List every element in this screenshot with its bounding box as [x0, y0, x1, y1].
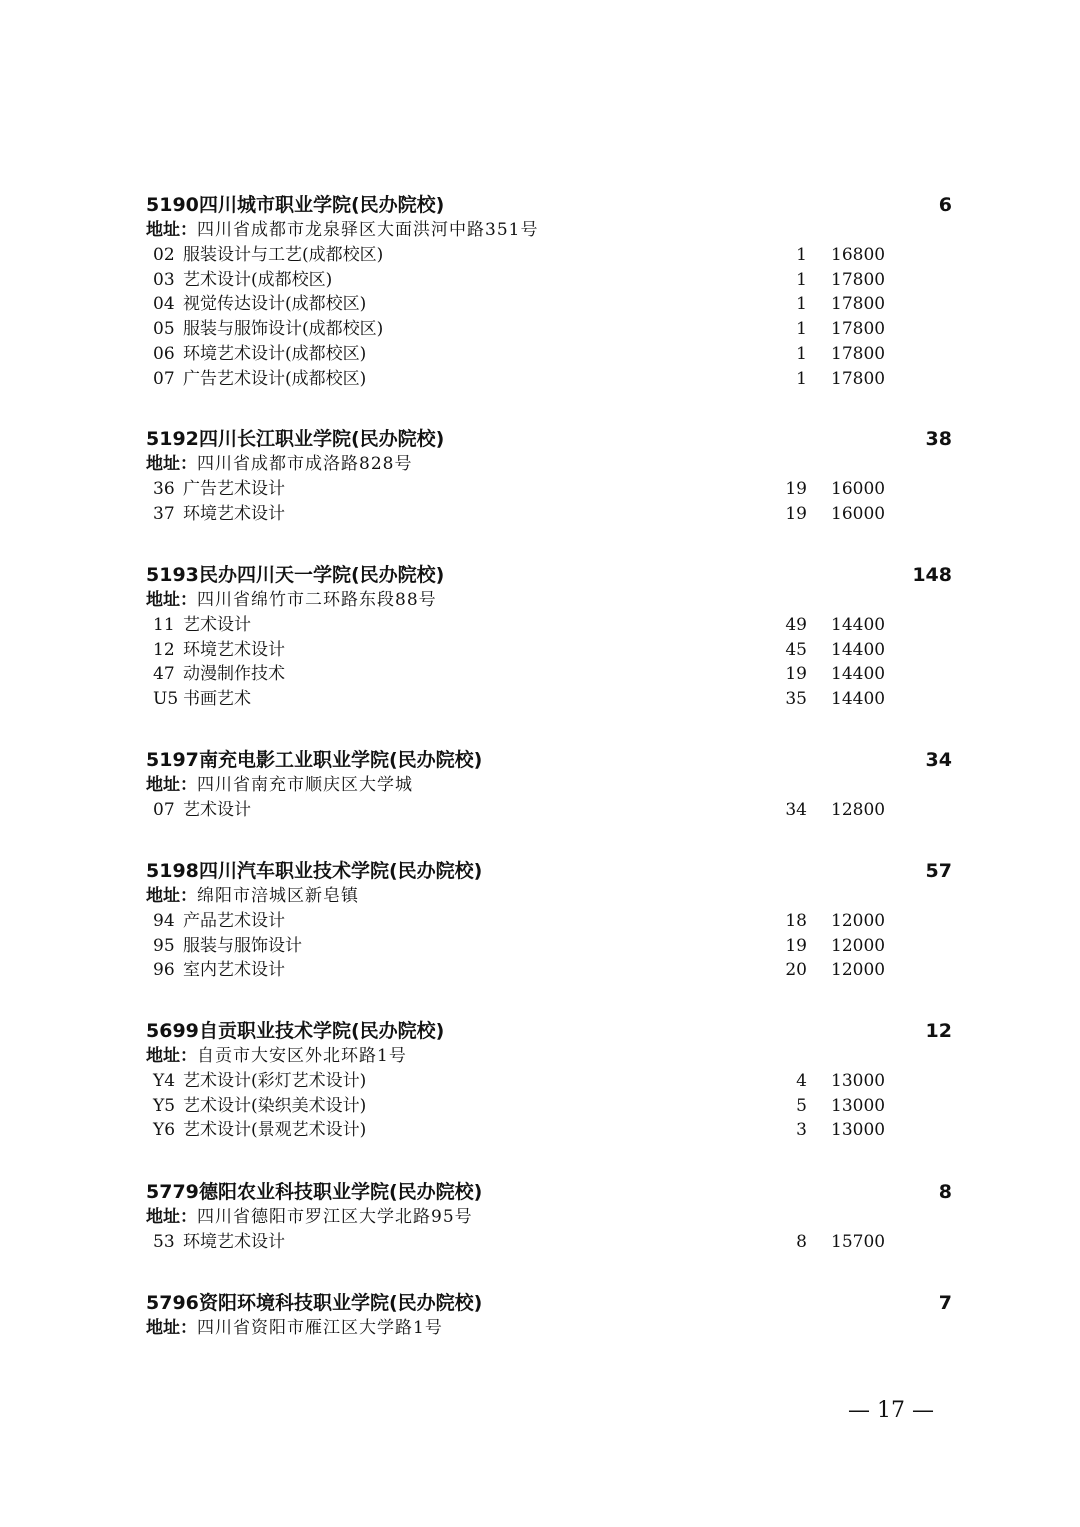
school-name: 民办四川天一学院(民办院校): [199, 564, 445, 586]
major-tuition-fee: 13000: [831, 1071, 886, 1091]
school-code: 5193: [146, 564, 199, 586]
major-plan-count: 19: [785, 503, 807, 524]
address-label: 地址：: [146, 590, 197, 610]
major-code: 03: [153, 269, 175, 290]
major-plan-count: 18: [785, 911, 807, 931]
school-name: 资阳环境科技职业学院(民办院校): [199, 1292, 483, 1314]
major-code: 53: [153, 1232, 175, 1252]
major-plan-count: 35: [785, 689, 807, 710]
major-row: [153, 243, 893, 268]
major-plan-count: 19: [785, 479, 807, 499]
school-name: 四川汽车职业技术学院(民办院校): [199, 860, 483, 882]
school-address-line: [146, 451, 846, 477]
major-code: 96: [153, 960, 175, 981]
major-name: 广告艺术设计: [183, 479, 285, 499]
major-code: 11: [153, 615, 175, 635]
major-name: 艺术设计(染织美术设计): [183, 1095, 367, 1116]
major-name: 广告艺术设计(成都校区): [183, 368, 367, 389]
major-name: 艺术设计: [183, 800, 251, 820]
major-name: 艺术设计(成都校区): [183, 269, 333, 290]
major-plan-count: 49: [785, 615, 807, 635]
major-plan-count: 45: [785, 639, 807, 660]
school-code: 5197: [146, 749, 199, 771]
major-name: 视觉传达设计(成都校区): [183, 294, 367, 315]
school-total-plan: 38: [925, 428, 952, 450]
major-plan-count: 19: [785, 935, 807, 956]
school-code: 5198: [146, 860, 199, 882]
school-header: [146, 560, 952, 590]
major-name: 动漫制作技术: [183, 664, 285, 685]
major-row: [153, 1230, 893, 1255]
major-code: 05: [153, 319, 175, 340]
major-row: [153, 1118, 893, 1143]
school-code: 5779: [146, 1181, 199, 1203]
major-row: [153, 958, 893, 983]
major-plan-count: 19: [785, 664, 807, 685]
school-address-line: [146, 1043, 846, 1069]
major-code: 04: [153, 294, 175, 315]
school-address-line: [146, 587, 846, 613]
major-code: Y4: [153, 1071, 176, 1091]
major-row: [153, 1094, 893, 1119]
school-code: 5190: [146, 194, 199, 216]
major-code: 06: [153, 343, 175, 364]
major-code: 94: [153, 911, 175, 931]
school-code: 5796: [146, 1292, 199, 1314]
major-plan-count: 4: [796, 1071, 807, 1091]
school-address: 四川省资阳市雁江区大学路1号: [197, 1318, 443, 1338]
school-header: [146, 1177, 952, 1207]
major-code: 07: [153, 800, 175, 820]
major-tuition-fee: 15700: [831, 1232, 886, 1252]
major-plan-count: 34: [785, 800, 807, 820]
major-name: 书画艺术: [183, 689, 251, 710]
school-header: [146, 424, 952, 454]
school-address-line: [146, 1204, 846, 1230]
school-header: [146, 190, 952, 220]
major-plan-count: 20: [785, 960, 807, 981]
major-row: [153, 662, 893, 687]
page-number: — 17 —: [848, 1398, 934, 1423]
major-plan-count: 1: [796, 269, 807, 290]
major-name: 产品艺术设计: [183, 911, 285, 931]
school-name: 德阳农业科技职业学院(民办院校): [199, 1181, 483, 1203]
major-name: 环境艺术设计: [183, 639, 285, 660]
major-code: 12: [153, 639, 175, 660]
major-code: U5: [153, 689, 179, 710]
major-row: [153, 367, 893, 392]
major-tuition-fee: 12000: [831, 960, 886, 981]
major-code: Y5: [153, 1095, 176, 1116]
major-code: 02: [153, 245, 175, 265]
major-row: [153, 638, 893, 663]
major-plan-count: 1: [796, 343, 807, 364]
major-plan-count: 1: [796, 319, 807, 340]
school-address-line: [146, 1315, 846, 1341]
major-name: 环境艺术设计: [183, 1232, 285, 1252]
major-tuition-fee: 17800: [831, 319, 886, 340]
address-label: 地址：: [146, 220, 197, 240]
school-name: 自贡职业技术学院(民办院校): [199, 1020, 445, 1042]
address-label: 地址：: [146, 1046, 197, 1066]
major-tuition-fee: 17800: [831, 269, 886, 290]
major-row: [153, 687, 893, 712]
school-total-plan: 8: [938, 1181, 952, 1203]
major-tuition-fee: 17800: [831, 294, 886, 315]
address-label: 地址：: [146, 1318, 197, 1338]
school-total-plan: 6: [938, 194, 952, 216]
major-code: 07: [153, 368, 175, 389]
school-address-line: [146, 883, 846, 909]
major-name: 服装与服饰设计: [183, 935, 302, 956]
major-code: 36: [153, 479, 175, 499]
major-plan-count: 1: [796, 294, 807, 315]
major-name: 环境艺术设计(成都校区): [183, 343, 367, 364]
school-address-line: [146, 772, 846, 798]
major-name: 服装设计与工艺(成都校区): [183, 245, 384, 265]
address-label: 地址：: [146, 1207, 197, 1227]
major-row: [153, 268, 893, 293]
major-name: 环境艺术设计: [183, 503, 285, 524]
school-address: 四川省成都市成洛路828号: [197, 454, 413, 474]
major-tuition-fee: 17800: [831, 343, 886, 364]
school-code: 5192: [146, 428, 199, 450]
major-tuition-fee: 12000: [831, 911, 886, 931]
school-name: 南充电影工业职业学院(民办院校): [199, 749, 483, 771]
major-row: [153, 613, 893, 638]
major-tuition-fee: 16000: [831, 479, 886, 499]
school-total-plan: 12: [925, 1020, 952, 1042]
school-address: 四川省绵竹市二环路东段88号: [197, 590, 437, 610]
major-tuition-fee: 16800: [831, 245, 886, 265]
major-name: 室内艺术设计: [183, 960, 285, 981]
major-tuition-fee: 12000: [831, 935, 886, 956]
major-name: 艺术设计(景观艺术设计): [183, 1120, 367, 1141]
major-code: 95: [153, 935, 175, 956]
school-code: 5699: [146, 1020, 199, 1042]
school-total-plan: 34: [925, 749, 952, 771]
major-code: 37: [153, 503, 175, 524]
major-tuition-fee: 13000: [831, 1095, 886, 1116]
school-total-plan: 57: [925, 860, 952, 882]
major-tuition-fee: 14400: [831, 615, 886, 635]
major-row: [153, 477, 893, 502]
school-address-line: [146, 217, 846, 243]
major-tuition-fee: 14400: [831, 664, 886, 685]
school-total-plan: 148: [912, 564, 952, 586]
school-header: [146, 745, 952, 775]
major-row: [153, 934, 893, 959]
school-header: [146, 856, 952, 886]
major-name: 艺术设计: [183, 615, 251, 635]
major-row: [153, 502, 893, 527]
major-plan-count: 5: [796, 1095, 807, 1116]
school-name: 四川长江职业学院(民办院校): [199, 428, 445, 450]
major-name: 艺术设计(彩灯艺术设计): [183, 1071, 367, 1091]
school-address: 绵阳市涪城区新皂镇: [197, 886, 359, 906]
major-tuition-fee: 12800: [831, 800, 886, 820]
school-name: 四川城市职业学院(民办院校): [199, 194, 445, 216]
major-row: [153, 798, 893, 823]
school-address: 自贡市大安区外北环路1号: [197, 1046, 407, 1066]
major-tuition-fee: 14400: [831, 689, 886, 710]
major-plan-count: 1: [796, 368, 807, 389]
school-address: 四川省成都市龙泉驿区大面洪河中路351号: [197, 220, 539, 240]
major-name: 服装与服饰设计(成都校区): [183, 319, 384, 340]
major-plan-count: 1: [796, 245, 807, 265]
school-header: [146, 1288, 952, 1318]
school-total-plan: 7: [938, 1292, 952, 1314]
major-tuition-fee: 13000: [831, 1120, 886, 1141]
major-tuition-fee: 16000: [831, 503, 886, 524]
major-row: [153, 342, 893, 367]
major-plan-count: 3: [796, 1120, 807, 1141]
major-plan-count: 8: [796, 1232, 807, 1252]
major-tuition-fee: 14400: [831, 639, 886, 660]
school-address: 四川省南充市顺庆区大学城: [197, 775, 413, 795]
major-row: [153, 292, 893, 317]
address-label: 地址：: [146, 454, 197, 474]
major-tuition-fee: 17800: [831, 368, 886, 389]
school-address: 四川省德阳市罗江区大学北路95号: [197, 1207, 473, 1227]
major-row: [153, 317, 893, 342]
major-code: 47: [153, 664, 175, 685]
address-label: 地址：: [146, 886, 197, 906]
major-row: [153, 1069, 893, 1094]
school-header: [146, 1016, 952, 1046]
address-label: 地址：: [146, 775, 197, 795]
major-code: Y6: [153, 1120, 176, 1141]
major-row: [153, 909, 893, 934]
